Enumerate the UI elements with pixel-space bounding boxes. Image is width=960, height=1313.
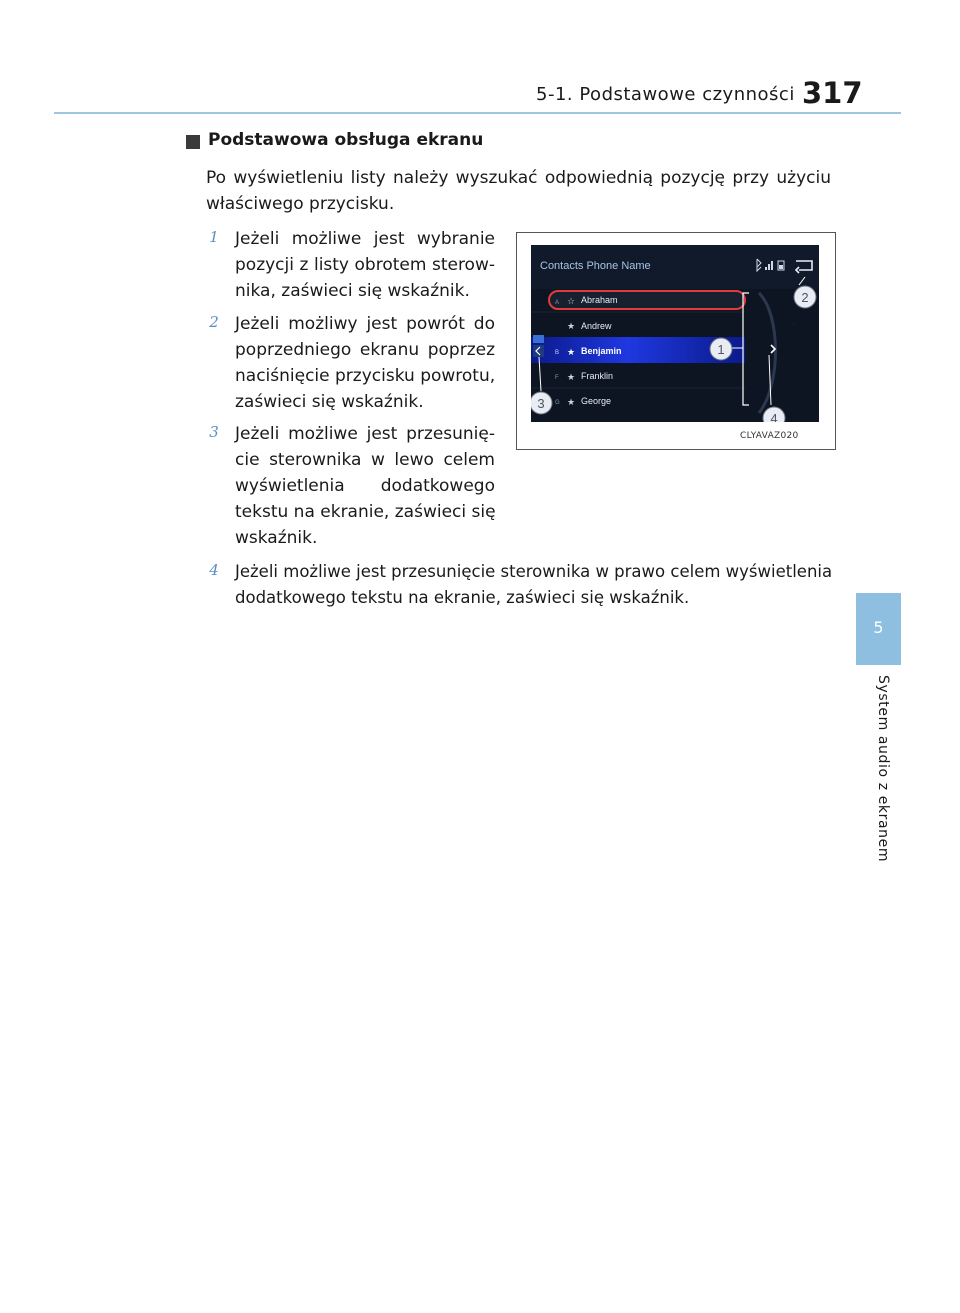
star-icon: ★ [567,373,576,383]
item-line: poprzedniego ekranu poprzez [235,340,495,360]
display-screenshot [531,245,819,422]
figure-code: CLYAVAZ020 [740,431,799,441]
page-number: 317 [802,76,863,110]
index-letter: A [555,300,560,306]
contact-name[interactable]: Abraham [581,295,618,305]
screen-title: Contacts Phone Name [540,260,651,272]
item-line: Jeżeli możliwe jest wybranie [235,229,495,249]
star-icon: ★ [567,322,576,332]
contact-name[interactable]: Franklin [581,371,614,381]
section-heading: Podstawowa obsługa ekranu [208,130,484,150]
index-letter: F [555,375,559,381]
left-more-indicator [533,335,544,357]
contact-name[interactable]: Andrew [581,321,612,331]
item-marker: 1 [209,228,219,246]
callout-2 [794,286,816,308]
item-marker: 3 [209,423,219,441]
intro-line: Po wyświetleniu listy należy wyszukać odpowiednią pozycję przy użyciu [206,168,831,188]
item-line: wyświetlenia dodatkowego [235,476,495,496]
item-marker: 2 [209,313,219,331]
callout-3 [531,392,552,414]
star-icon: ★ [567,348,576,358]
item-line: Jeżeli możliwe jest przesunięcie sterownika w prawo celem wyświetlenia [235,562,833,581]
screen-drawing [531,245,819,422]
contact-name[interactable]: Benjamin [581,346,622,356]
contact-name[interactable]: George [581,396,612,406]
chapter-number: 5 [873,618,884,637]
header-rule [54,112,901,114]
svg-text:1: 1 [717,342,725,357]
heading-bullet-icon [186,135,200,149]
star-icon: ☆ [567,297,576,307]
item-line: naciśnięcie przycisku powrotu, [235,366,496,386]
svg-text:4: 4 [770,411,778,422]
chapter-label: System audio z ekranem [875,675,891,863]
item-line: wskaźnik. [235,528,318,548]
item-line: dodatkowego tekstu na ekranie, zaświeci się wskaźnik. [235,588,690,607]
item-marker: 4 [209,561,219,579]
index-letter: B [555,350,560,356]
svg-text:3: 3 [537,396,545,411]
svg-text:·: · [793,321,795,327]
intro-line: właściwego przycisku. [206,194,395,214]
svg-text:2: 2 [801,290,809,305]
item-line: nika, zaświeci się wskaźnik. [235,281,470,301]
index-letter: G [555,400,560,406]
item-line: zaświeci się wskaźnik. [235,392,424,412]
item-line: Jeżeli możliwy jest powrót do [235,314,495,334]
star-icon: ★ [567,398,576,408]
item-line: Jeżeli możliwe jest przesunię- [235,424,495,444]
highlight-ring [549,291,745,309]
item-line: tekstu na ekranie, zaświeci się [235,502,496,522]
callout-1 [710,338,732,360]
item-line: pozycji z listy obrotem sterow- [235,255,495,275]
item-line: cie sterownika w lewo celem [235,450,495,470]
section-title: 5-1. Podstawowe czynności [536,84,795,105]
